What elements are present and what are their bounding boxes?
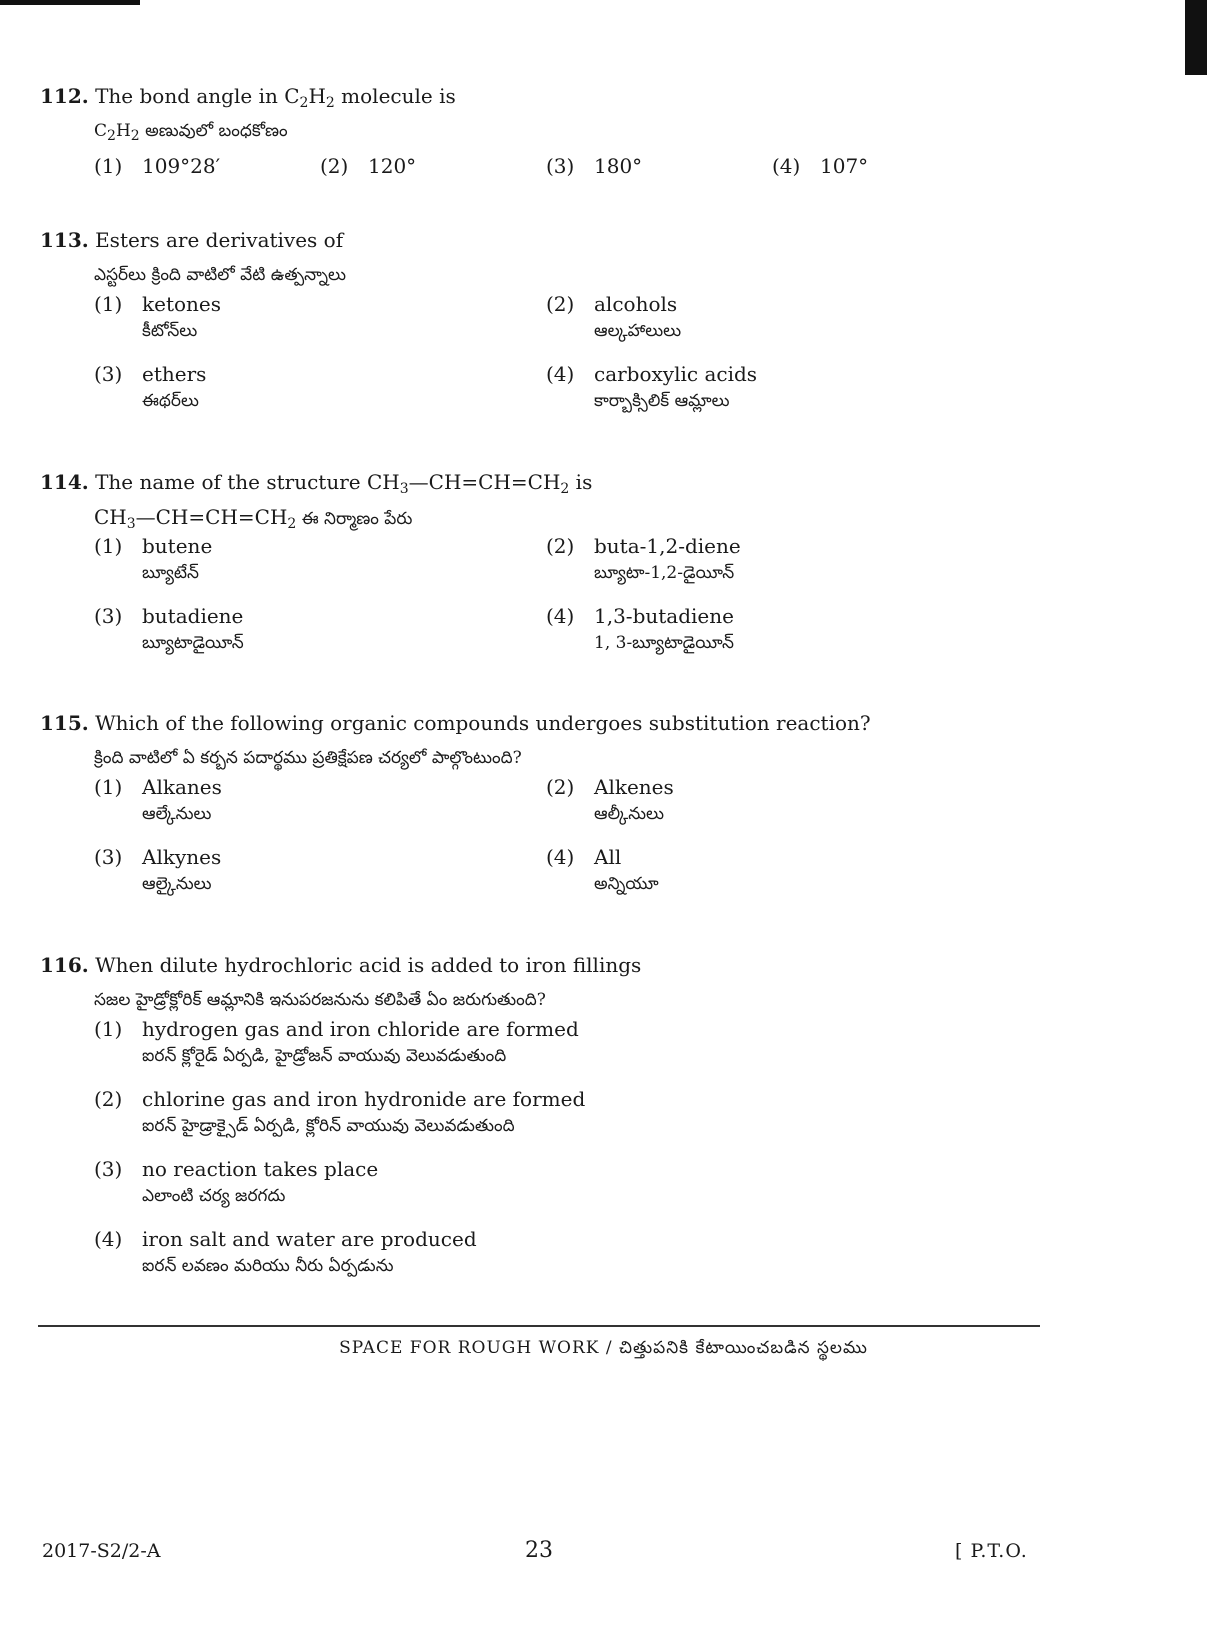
option-2[interactable]: (2) Alkenes ఆల్కీనులు [546,775,674,824]
question-115 [40,705,1140,915]
option-1[interactable]: (1) ketones కీటోన్‌లు [94,292,222,341]
options-row [94,775,1140,845]
page-number: 23 [525,1538,553,1563]
question-text-telugu: $CH_3—CH=CH=CH_2$ ఈ నిర్మాణం పేరు [94,505,413,532]
options-row [94,534,1140,604]
option-3[interactable]: (3) 180° [546,154,643,178]
options-row [94,292,1140,362]
options-row [94,604,1140,674]
question-113 [40,222,1140,432]
option-3[interactable]: (3) no reaction takes place ఎలాంటి చర్య జరగదు [94,1157,379,1206]
rough-work-label: SPACE FOR ROUGH WORK / చిత్తుపనికి కేటాయించబడిన స్థలము [339,1338,868,1358]
question-number: 113. [40,228,89,252]
option-4[interactable]: (4) iron salt and water are produced ఐరన్ లవణం మరియు నీరు ఏర్పడును [94,1227,477,1276]
option-4[interactable]: (4) carboxylic acids కార్బాక్సిలిక్ ఆమ్లాలు [546,362,758,411]
question-116 [40,947,1140,1297]
question-text-telugu: $C_2H_2$ అణువులో బంధకోణం [94,121,288,144]
question-number: 112. [40,84,89,108]
option-2[interactable]: (2) 120° [320,154,417,178]
option-2[interactable]: (2) chlorine gas and iron hydronide are formed ఐరన్ హైడ్రాక్సైడ్ ఏర్పడి, క్లోరిన్ వాయువు వెలువడుతుంది [94,1087,586,1136]
options-row [94,845,1140,915]
options-row [94,362,1140,432]
option-3[interactable]: (3) Alkynes ఆల్కైనులు [94,845,222,894]
paper-code: 2017-S2/2-A [42,1540,161,1562]
option-4[interactable]: (4) 1,3-butadiene 1, 3-బ్యూటాడైయీన్ [546,604,734,653]
option-2[interactable]: (2) alcohols ఆల్కహాలులు [546,292,682,341]
option-1[interactable]: (1) Alkanes ఆల్కేనులు [94,775,222,824]
question-number: 115. [40,711,89,735]
options-list [94,1017,1140,1297]
question-112 [40,78,1140,184]
question-text: 112. The bond angle in $C_2H_2$ molecule is [40,84,456,111]
question-text: 115. Which of the following organic compounds undergoes substitution reaction? [40,711,871,735]
question-text-telugu: సజల హైడ్రోక్లోరిక్ ఆమ్లానికి ఇనుపరజనును కలిపితే ఏం జరుగుతుంది? [94,990,546,1010]
option-2[interactable]: (2) buta-1,2-diene బ్యూటా-1,2-డైయీన్ [546,534,741,583]
question-text-telugu: ఎస్టర్‌లు క్రింది వాటిలో వేటి ఉత్పన్నాలు [94,265,346,285]
option-3[interactable]: (3) butadiene బ్యూటాడైయీన్ [94,604,244,653]
pto-label: [ P.T.O. [955,1540,1028,1562]
options-row [94,148,1140,184]
option-1[interactable]: (1) hydrogen gas and iron chloride are formed ఐరన్ క్లోరైడ్ ఏర్పడి, హైడ్రోజన్ వాయువు వెలువడుతుంది [94,1017,579,1066]
option-3[interactable]: (3) ethers ఈథర్‌లు [94,362,207,411]
divider [38,1325,1040,1327]
question-number: 116. [40,953,89,977]
option-1[interactable]: (1) butene బ్యూటేన్ [94,534,213,583]
question-114 [40,464,1140,674]
scan-edge-artifact [1185,0,1207,75]
option-4[interactable]: (4) 107° [772,154,869,178]
option-4[interactable]: (4) All అన్నియూ [546,845,659,894]
question-text: 114. The name of the structure $CH_3—CH=CH=CH_2$ is [40,470,593,497]
question-number: 114. [40,470,89,494]
question-text-telugu: క్రింది వాటిలో ఏ కర్బన పదార్థము ప్రతిక్షేపణ చర్యలో పాల్గొంటుంది? [94,748,522,768]
scan-artifact [0,0,140,5]
option-1[interactable]: (1) 109°28′ [94,154,221,178]
question-text: 116. When dilute hydrochloric acid is added to iron fillings [40,953,642,977]
question-text: 113. Esters are derivatives of [40,228,344,252]
